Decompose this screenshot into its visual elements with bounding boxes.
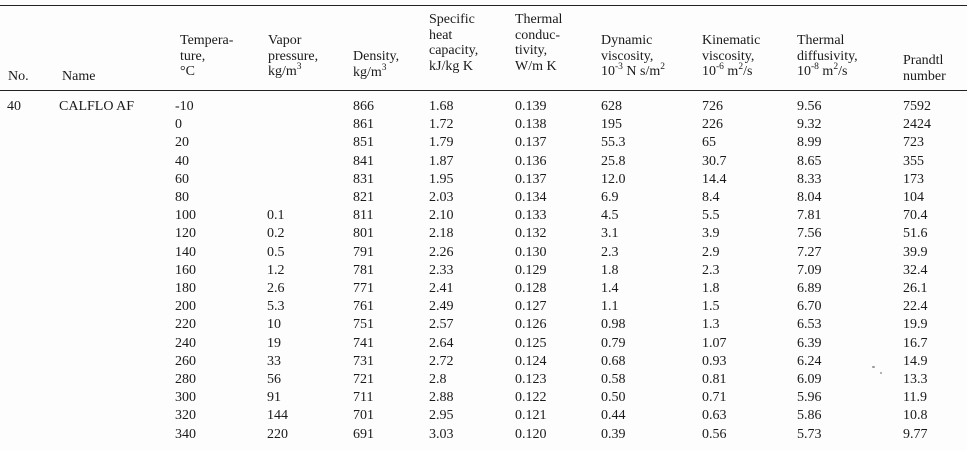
cell-kinematic-viscosity: 0.81 xyxy=(702,372,727,387)
cell-specific-heat: 2.88 xyxy=(429,390,454,406)
cell-prandtl-number: 2424 xyxy=(903,117,931,133)
cell-kinematic-viscosity: 0.71 xyxy=(702,390,727,406)
cell-thermal-diffusivity: 8.99 xyxy=(797,135,822,151)
cell-density: 751 xyxy=(353,317,374,333)
cell-prandtl-number: 70.4 xyxy=(903,208,928,224)
cell-density: 861 xyxy=(353,117,374,133)
header-vapor-pressure: Vapor pressure, $kg/m^3$ xyxy=(268,33,319,79)
cell-vapor-pressure: 0.2 xyxy=(267,226,285,242)
header-no: No. xyxy=(8,69,29,84)
cell-kinematic-viscosity: 30.7 xyxy=(702,153,727,169)
cell-specific-heat: 2.10 xyxy=(429,208,454,224)
cell-dynamic-viscosity: 0.79 xyxy=(601,335,626,351)
cell-temperature: 120 xyxy=(175,226,196,242)
cell-dynamic-viscosity: 2.3 xyxy=(601,244,619,260)
cell-thermal-conductivity: 0.120 xyxy=(515,426,547,442)
cell-dynamic-viscosity: 0.39 xyxy=(601,426,626,442)
cell-thermal-conductivity: 0.133 xyxy=(515,208,547,224)
cell-prandtl-number: 51.6 xyxy=(903,226,928,242)
cell-kinematic-viscosity: 5.5 xyxy=(702,208,720,224)
header-prandtl-number: Prandtl number xyxy=(903,53,946,84)
cell-specific-heat: 2.57 xyxy=(429,317,454,333)
cell-thermal-conductivity: 0.128 xyxy=(515,281,547,296)
cell-thermal-conductivity: 0.127 xyxy=(515,299,547,315)
cell-dynamic-viscosity: 0.68 xyxy=(601,353,626,369)
cell-dynamic-viscosity: 195 xyxy=(601,117,622,133)
cell-temperature: 320 xyxy=(175,408,196,424)
cell-kinematic-viscosity: 8.4 xyxy=(702,190,720,205)
cell-prandtl-number: 19.9 xyxy=(903,317,928,333)
cell-vapor-pressure: 56 xyxy=(267,372,281,387)
cell-density: 721 xyxy=(353,372,374,387)
cell-thermal-diffusivity: 5.96 xyxy=(797,390,822,406)
cell-thermal-conductivity: 0.122 xyxy=(515,390,547,406)
cell-vapor-pressure: 5.3 xyxy=(267,299,285,315)
cell-vapor-pressure: 144 xyxy=(267,408,288,424)
cell-temperature: 20 xyxy=(175,135,189,151)
cell-prandtl-number: 355 xyxy=(903,153,924,169)
cell-specific-heat: 2.49 xyxy=(429,299,454,315)
cell-prandtl-number: 16.7 xyxy=(903,335,928,351)
cell-temperature: 220 xyxy=(175,317,196,333)
cell-thermal-conductivity: 0.132 xyxy=(515,226,547,242)
cell-dynamic-viscosity: 1.8 xyxy=(601,262,619,278)
table-header-rule xyxy=(0,90,967,91)
cell-thermal-conductivity: 0.125 xyxy=(515,335,547,351)
cell-specific-heat: 1.72 xyxy=(429,117,454,133)
header-dynamic-viscosity: Dynamic viscosity, $10^{-3}$ N $s/m^2$ xyxy=(601,33,666,79)
cell-density: 761 xyxy=(353,299,374,315)
cell-prandtl-number: 22.4 xyxy=(903,299,928,315)
cell-thermal-diffusivity: 7.56 xyxy=(797,226,822,242)
cell-density: 831 xyxy=(353,171,374,187)
cell-thermal-conductivity: 0.121 xyxy=(515,408,547,424)
cell-specific-heat: 2.8 xyxy=(429,372,447,387)
cell-dynamic-viscosity: 6.9 xyxy=(601,190,619,205)
cell-temperature: 0 xyxy=(175,117,182,133)
cell-thermal-diffusivity: 9.56 xyxy=(797,99,822,114)
cell-density: 821 xyxy=(353,190,374,205)
cell-kinematic-viscosity: 1.5 xyxy=(702,299,720,315)
cell-temperature: 260 xyxy=(175,353,196,369)
entry-number: 40 xyxy=(7,99,21,114)
cell-thermal-diffusivity: 5.73 xyxy=(797,426,822,442)
cell-prandtl-number: 173 xyxy=(903,171,924,187)
cell-kinematic-viscosity: 14.4 xyxy=(702,171,727,187)
cell-thermal-diffusivity: 6.89 xyxy=(797,281,822,296)
header-kinematic-viscosity: Kinematic viscosity, $10^{-6}$ $m^2/s$ xyxy=(702,33,761,79)
cell-temperature: 200 xyxy=(175,299,196,315)
cell-thermal-diffusivity: 9.32 xyxy=(797,117,822,133)
cell-vapor-pressure: 0.1 xyxy=(267,208,285,224)
cell-thermal-diffusivity: 8.33 xyxy=(797,171,822,187)
cell-kinematic-viscosity: 0.63 xyxy=(702,408,727,424)
cell-prandtl-number: 14.9 xyxy=(903,353,928,369)
cell-vapor-pressure: 19 xyxy=(267,335,281,351)
cell-thermal-diffusivity: 6.70 xyxy=(797,299,822,315)
header-density: Density, $kg/m^3$ xyxy=(353,49,400,80)
scan-speck xyxy=(880,372,882,374)
cell-thermal-conductivity: 0.130 xyxy=(515,244,547,260)
cell-density: 691 xyxy=(353,426,374,442)
cell-specific-heat: 1.95 xyxy=(429,171,454,187)
cell-thermal-diffusivity: 8.65 xyxy=(797,153,822,169)
cell-thermal-diffusivity: 6.24 xyxy=(797,353,822,369)
cell-dynamic-viscosity: 1.4 xyxy=(601,281,619,296)
cell-density: 781 xyxy=(353,262,374,278)
cell-temperature: 240 xyxy=(175,335,196,351)
cell-kinematic-viscosity: 2.9 xyxy=(702,244,720,260)
cell-prandtl-number: 10.8 xyxy=(903,408,928,424)
cell-dynamic-viscosity: 628 xyxy=(601,99,622,114)
header-name: Name xyxy=(62,69,96,84)
cell-temperature: 60 xyxy=(175,171,189,187)
cell-thermal-conductivity: 0.124 xyxy=(515,353,547,369)
cell-density: 711 xyxy=(353,390,374,406)
cell-prandtl-number: 11.9 xyxy=(903,390,927,406)
cell-temperature: -10 xyxy=(175,99,194,114)
cell-thermal-conductivity: 0.137 xyxy=(515,135,547,151)
cell-prandtl-number: 13.3 xyxy=(903,372,928,387)
cell-specific-heat: 1.79 xyxy=(429,135,454,151)
cell-density: 841 xyxy=(353,153,374,169)
cell-temperature: 140 xyxy=(175,244,196,260)
cell-thermal-diffusivity: 7.09 xyxy=(797,262,822,278)
cell-vapor-pressure: 10 xyxy=(267,317,281,333)
cell-temperature: 40 xyxy=(175,153,189,169)
cell-thermal-conductivity: 0.126 xyxy=(515,317,547,333)
cell-temperature: 340 xyxy=(175,426,196,442)
cell-prandtl-number: 39.9 xyxy=(903,244,928,260)
cell-dynamic-viscosity: 0.98 xyxy=(601,317,626,333)
entry-name: CALFLO AF xyxy=(59,99,135,114)
cell-specific-heat: 2.95 xyxy=(429,408,454,424)
cell-dynamic-viscosity: 12.0 xyxy=(601,171,626,187)
cell-density: 866 xyxy=(353,99,374,114)
cell-kinematic-viscosity: 0.93 xyxy=(702,353,727,369)
cell-temperature: 280 xyxy=(175,372,196,387)
cell-prandtl-number: 26.1 xyxy=(903,281,928,296)
table-top-rule xyxy=(0,5,967,6)
cell-kinematic-viscosity: 65 xyxy=(702,135,716,151)
cell-prandtl-number: 104 xyxy=(903,190,924,205)
cell-specific-heat: 2.64 xyxy=(429,335,454,351)
cell-density: 701 xyxy=(353,408,374,424)
cell-density: 851 xyxy=(353,135,374,151)
cell-kinematic-viscosity: 726 xyxy=(702,99,723,114)
cell-thermal-conductivity: 0.136 xyxy=(515,153,547,169)
cell-vapor-pressure: 91 xyxy=(267,390,281,406)
cell-thermal-diffusivity: 6.39 xyxy=(797,335,822,351)
cell-thermal-diffusivity: 6.09 xyxy=(797,372,822,387)
cell-specific-heat: 1.68 xyxy=(429,99,454,114)
cell-specific-heat: 2.41 xyxy=(429,281,454,296)
cell-vapor-pressure: 33 xyxy=(267,353,281,369)
cell-vapor-pressure: 0.5 xyxy=(267,244,285,260)
cell-density: 811 xyxy=(353,208,374,224)
cell-dynamic-viscosity: 4.5 xyxy=(601,208,619,224)
cell-temperature: 80 xyxy=(175,190,189,205)
cell-kinematic-viscosity: 3.9 xyxy=(702,226,720,242)
scan-speck xyxy=(872,366,875,368)
cell-temperature: 300 xyxy=(175,390,196,406)
cell-specific-heat: 2.72 xyxy=(429,353,454,369)
cell-vapor-pressure: 2.6 xyxy=(267,281,285,296)
cell-thermal-conductivity: 0.134 xyxy=(515,190,547,205)
cell-prandtl-number: 723 xyxy=(903,135,924,151)
cell-temperature: 160 xyxy=(175,262,196,278)
cell-prandtl-number: 32.4 xyxy=(903,262,928,278)
cell-dynamic-viscosity: 0.50 xyxy=(601,390,626,406)
header-specific-heat: Specific heat capacity, kJ/kg K xyxy=(429,12,479,74)
cell-density: 741 xyxy=(353,335,374,351)
cell-kinematic-viscosity: 1.3 xyxy=(702,317,720,333)
cell-thermal-conductivity: 0.138 xyxy=(515,117,547,133)
cell-dynamic-viscosity: 25.8 xyxy=(601,153,626,169)
cell-prandtl-number: 9.77 xyxy=(903,426,928,442)
cell-thermal-diffusivity: 5.86 xyxy=(797,408,822,424)
cell-thermal-conductivity: 0.137 xyxy=(515,171,547,187)
cell-thermal-diffusivity: 6.53 xyxy=(797,317,822,333)
cell-density: 771 xyxy=(353,281,374,296)
cell-kinematic-viscosity: 0.56 xyxy=(702,426,727,442)
cell-kinematic-viscosity: 1.07 xyxy=(702,335,727,351)
cell-thermal-conductivity: 0.139 xyxy=(515,99,547,114)
cell-specific-heat: 2.33 xyxy=(429,262,454,278)
cell-specific-heat: 3.03 xyxy=(429,426,454,442)
cell-dynamic-viscosity: 1.1 xyxy=(601,299,619,315)
cell-kinematic-viscosity: 2.3 xyxy=(702,262,720,278)
cell-temperature: 100 xyxy=(175,208,196,224)
cell-density: 791 xyxy=(353,244,374,260)
cell-thermal-diffusivity: 7.27 xyxy=(797,244,822,260)
cell-density: 731 xyxy=(353,353,374,369)
cell-dynamic-viscosity: 3.1 xyxy=(601,226,619,242)
cell-temperature: 180 xyxy=(175,281,196,296)
cell-thermal-diffusivity: 8.04 xyxy=(797,190,822,205)
cell-density: 801 xyxy=(353,226,374,242)
header-thermal-diffusivity: Thermal diffusivity, $10^{-8}$ $m^2/s$ xyxy=(797,33,858,79)
cell-thermal-diffusivity: 7.81 xyxy=(797,208,822,224)
cell-dynamic-viscosity: 0.58 xyxy=(601,372,626,387)
cell-dynamic-viscosity: 55.3 xyxy=(601,135,626,151)
cell-dynamic-viscosity: 0.44 xyxy=(601,408,626,424)
header-thermal-conductivity: Thermal conduc- tivity, W/m K xyxy=(515,12,563,74)
cell-vapor-pressure: 1.2 xyxy=(267,262,285,278)
cell-specific-heat: 1.87 xyxy=(429,153,454,169)
header-temperature: Tempera- ture, °C xyxy=(180,33,234,79)
cell-specific-heat: 2.03 xyxy=(429,190,454,205)
cell-kinematic-viscosity: 1.8 xyxy=(702,281,720,296)
cell-vapor-pressure: 220 xyxy=(267,426,288,442)
cell-thermal-conductivity: 0.123 xyxy=(515,372,547,387)
cell-specific-heat: 2.26 xyxy=(429,244,454,260)
cell-specific-heat: 2.18 xyxy=(429,226,454,242)
cell-kinematic-viscosity: 226 xyxy=(702,117,723,133)
cell-prandtl-number: 7592 xyxy=(903,99,931,114)
cell-thermal-conductivity: 0.129 xyxy=(515,262,547,278)
